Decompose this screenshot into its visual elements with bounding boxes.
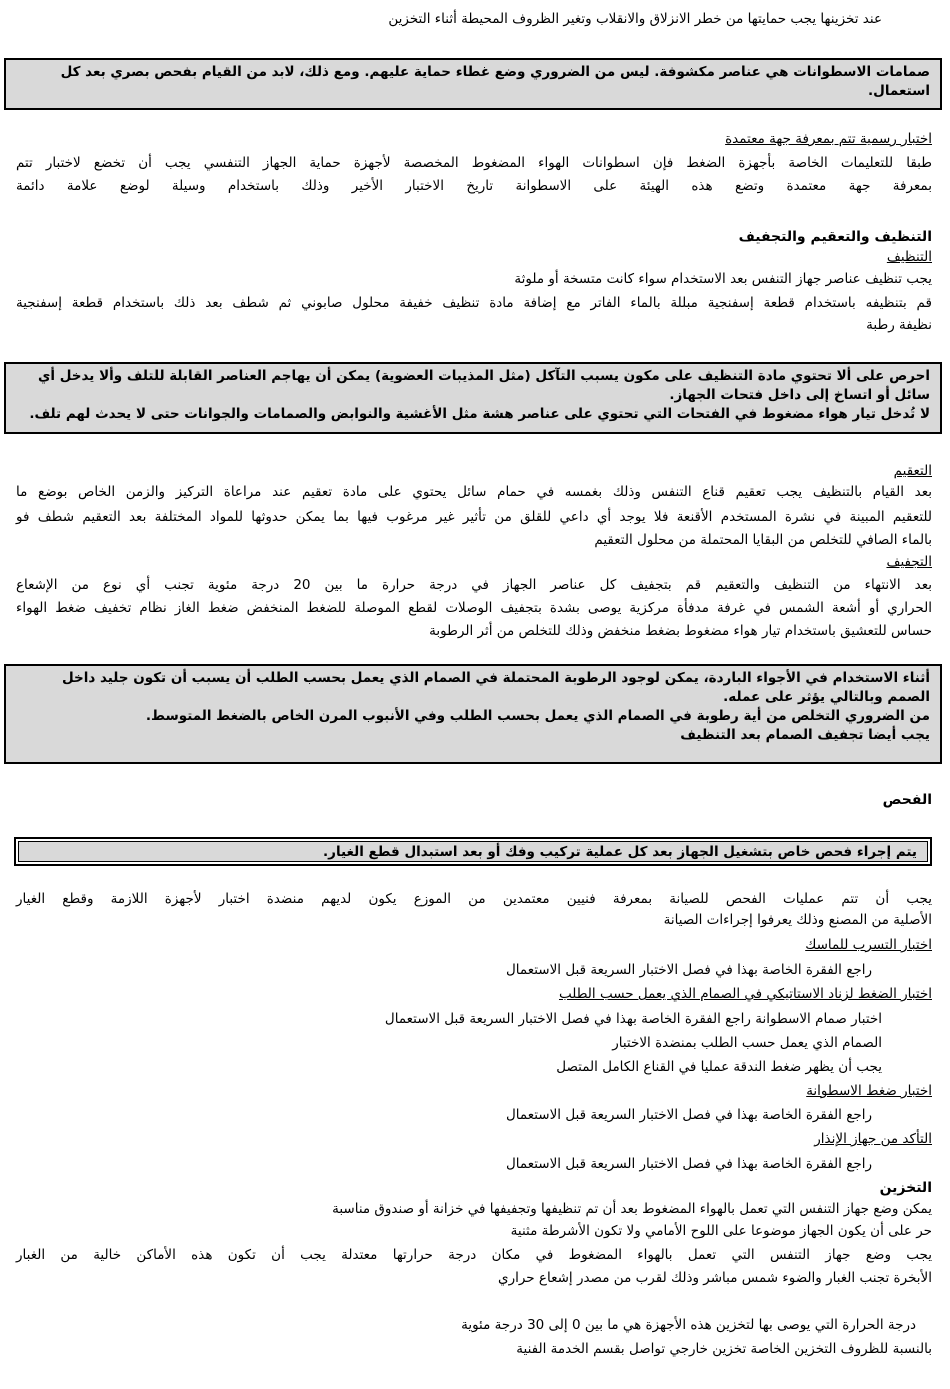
notice-box-valves [4, 58, 942, 110]
inspection-item-heading: اختبار التسرب للماسك [805, 937, 932, 953]
subheading-drying: التجفيف [886, 554, 932, 570]
section-heading-inspection: الفحص [882, 792, 932, 808]
inspection-item-text: راجع الفقرة الخاصة بهذا في فصل الاختبار السريعة قبل الاستعمال [505, 962, 872, 978]
storage-line: بالنسبة للظروف التخزين الخاصة تخزين خارجي تواصل بقسم الخدمة الفنية [516, 1341, 932, 1357]
storage-line: درجة الحرارة التي يوصى بها لتخزين هذه الأجهزة هي ما بين 0 إلى 30 درجة مئوية [461, 1317, 916, 1333]
inspection-item-text: راجع الفقرة الخاصة بهذا في فصل الاختبار السريعة قبل الاستعمال [505, 1156, 872, 1172]
notice-box-cold [4, 664, 942, 764]
notice-text: أثناء الاستخدام في الأجواء الباردة، يمكن لوجود الرطوبة المحتملة في الصمام الذي يعمل بحسب الطلب أن يسبب أن تكون جليد داخل الصمم وبالتالي يؤثر على عمله. [61, 670, 930, 705]
section-heading-cleaning: التنظيف والتعقيم والتجفيف [738, 229, 932, 245]
notice-text: صمامات الاسطوانات هي عناصر مكشوفة. ليس من الضروري وضع غطاء حماية عليهم. ومع ذلك، لابد من القيام بفحص بصري بعد كل استعمال. [60, 64, 930, 99]
section-heading-storage: التخزين [879, 1180, 932, 1196]
inspection-intro: يجب أن تتم عمليات الفحص للصيانة بمعرفة فنيين معتمدين من الموزع يكون لديهم منضدة اختبار لأجهزة اللازمة وقطع الغيار [16, 891, 932, 907]
notice-text: يتم إجراء فحص خاص بتشغيل الجهاز بعد كل عملية تركيب وفك أو بعد استبدال قطع الغيار. [18, 841, 928, 862]
notice-text: يجب أيضا تجفيف الصمام بعد التنظيف [680, 727, 930, 743]
testing-line: طبقا للتعليمات الخاصة بأجهزة الضغط فإن اسطوانات الهواء المضغوط المخصصة لأجهزة حماية الجهاز التنفسي يجب أن تخضع لاختبار تتم [16, 155, 932, 171]
notice-text: احرص على ألا تحتوي مادة التنظيف على مكون يسبب التآكل (مثل المذيبات العضوية) يمكن أن يهاجم العناصر القابلة للتلف وألا يدخل أي سائل أو اتساخ إلى داخل فتحات الجهاز. [38, 368, 930, 403]
disinfection-line: بالماء الصافي للتخلص من البقايا المحتملة من محلول التعقيم [594, 532, 932, 548]
inspection-valve-line: الصمام الذي يعمل حسب الطلب بمنضدة الاختبار [612, 1035, 882, 1051]
storage-line: الأبخرة تجنب الغبار والضوء شمس مباشر وذلك لقرب من مصدر إشعاع حراري [498, 1270, 932, 1286]
inspection-item-text: راجع الفقرة الخاصة بهذا في فصل الاختبار السريعة قبل الاستعمال [505, 1107, 872, 1123]
drying-line: حساس للتعشيق باستخدام تيار هواء مضغوط بضغط منخفض وذلك للتخلص من أثر الرطوبة [429, 623, 932, 639]
notice-text: من الضروري التخلص من أية رطوبة في الصمام الذي يعمل بحسب الطلب وفي الأنبوب المرن الخاص بالضغط المتوسط. [145, 708, 930, 724]
top-line: عند تخزينها يجب حمايتها من خطر الانزلاق والانقلاب وتغير الظروف المحيطة أثناء التخزين [388, 11, 882, 27]
storage-line: حر على أن يكون الجهاز موضوعا على اللوح الأمامي ولا تكون الأشرطة مثنية [510, 1223, 932, 1239]
notice-box-inspection [14, 837, 932, 866]
inspection-valve-line: يجب أن يظهر ضغط الندقة عمليا في القناع الكامل المتصل [556, 1059, 882, 1075]
inspection-item-heading: اختبار الضغط لزناد الاستاتيكي في الصمام الذي يعمل حسب الطلب [558, 986, 932, 1002]
notice-text: لا تُدخل تيار هواء مضغوط في الفتحات التي تحتوي على عناصر هشة مثل الأغشية والنوابض والصمامات والجوانات حتى لا يحدث لهم تلف. [29, 406, 930, 422]
disinfection-line: بعد القيام بالتنظيف يجب تعقيم قناع التنفس وذلك بغمسه في حمام سائل يحتوي على مادة تعقيم عند مراعاة التركيز والزمن الخاص بوضع ما [16, 484, 932, 500]
drying-line: الحراري أو أشعة الشمس في غرفة مدفأة مركزية يوصى بشدة بتجفيف الوصلات لقطع الموصلة للضغط المنخفض ضغط الغاز نظام تخفيف ضغط الهواء [16, 600, 932, 616]
storage-line: يجب وضع جهاز التنفس التي تعمل بالهواء المضغوط في مكان درجة حرارتها معتدلة يجب أن تكون هذه الأماكن خالية من الغبار [16, 1247, 932, 1263]
cleaning-line: قم بتنظيفه باستخدام قطعة إسفنجية مبللة بالماء الفاتر مع إضافة مادة تنظيف خفيفة محلول صابوني ثم شطف بعد ذلك باستخدام قطعة إسفنجية [16, 295, 932, 311]
inspection-valve-line: اختبار صمام الاسطوانة راجع الفقرة الخاصة بهذا في فصل الاختبار السريعة قبل الاستعمال [384, 1011, 882, 1027]
inspection-item-heading: التأكد من جهاز الإنذار [814, 1131, 932, 1147]
testing-line: بمعرفة جهة معتمدة وتضع هذه الهيئة على الاسطوانة تاريخ الاختبار الأخير وذلك باستخدام وسيلة لوضع علامة دائمة [16, 178, 932, 194]
inspection-item-heading: اختبار ضغط الاسطوانة [806, 1083, 932, 1099]
testing-heading: اختبار رسمية تتم بمعرفة جهة معتمدة [725, 131, 932, 147]
drying-line: بعد الانتهاء من التنظيف والتعقيم قم بتجفيف كل عناصر الجهاز في درجة حرارة ما بين 20 درجة مئوية تجنب أي نوع من الإشعاع [16, 577, 932, 593]
cleaning-line: يجب تنظيف عناصر جهاز التنفس بعد الاستخدام سواء كانت متسخة أو ملوثة [514, 271, 932, 287]
notice-box-cleaning [4, 362, 942, 434]
storage-line: يمكن وضع جهاز التنفس التي تعمل بالهواء المضغوط بعد أن تم تنظيفها وتجفيفها في خزانة أو صندوق مناسبة [332, 1201, 932, 1217]
disinfection-line: للتعقيم المبينة في نشرة المستخدم الأقنعة فلا يوجد أي داعي للقلق من تأثير غير مرغوب فيها بما يمكن حدوثها للمواد المختلفة بعد التعقيم شطف فو [16, 509, 932, 525]
cleaning-line: نظيفة رطبة [866, 317, 932, 333]
inspection-intro: الأصلية من المصنع وذلك يعرفوا إجراءات الصيانة [663, 912, 932, 928]
subheading-cleaning: التنظيف [886, 249, 932, 265]
subheading-disinfection: التعقيم [893, 463, 932, 479]
